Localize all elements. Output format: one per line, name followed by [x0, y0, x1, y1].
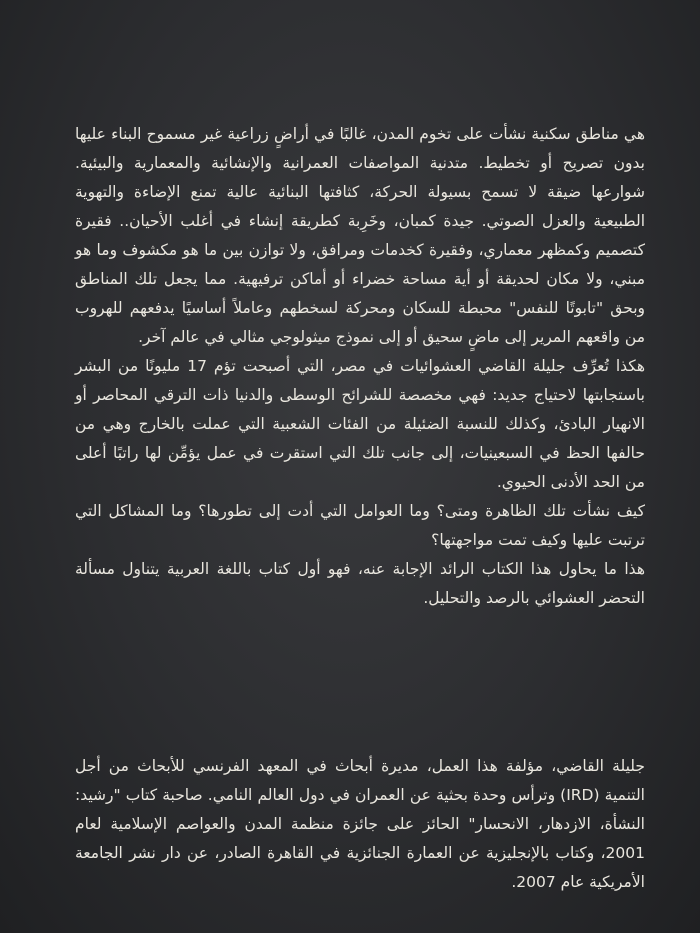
synopsis-paragraph-2: هكذا تُعرِّف جليلة القاضي العشوائيات في مصر، التي أصبحت تؤم 17 مليونًا من البشر باستجابتها لاحتياج جديد: فهي مخصصة للشرائح الوسطى والدنيا ذات الترقي المحاصر أو الانهيار البادئ، وكذلك للنسبة الضئيلة من الفئات الشعبية التي عملت بالخارج وهي من حالفها الحظ في السبعينيات، إلى جانب تلك التي استقرت في عمل يؤمِّن لها راتبًا أعلى من الحد الأدنى الحيوي.: [75, 357, 646, 491]
synopsis-text: [75, 120, 645, 613]
author-bio-paragraph: جليلة القاضي، مؤلفة هذا العمل، مديرة أبحاث في المعهد الفرنسي للأبحاث من أجل التنمية (IRD) وترأس وحدة بحثية عن العمران في دول العالم النامي. صاحبة كتاب "رشيد: النشأة، الازدهار، الانحسار" الحائز على جائزة منظمة المدن والعواصم الإسلامية لعام 2001، وكتاب بالإنجليزية عن العمارة الجنائزية في القاهرة الصادر، عن دار نشر الجامعة الأمريكية عام 2007.: [75, 757, 645, 891]
author-bio-text: [75, 752, 645, 897]
synopsis-paragraph-1: هي مناطق سكنية نشأت على تخوم المدن، غالبًا في أراضٍ زراعية غير مسموح البناء عليها بدون تصريح أو تخطيط. متدنية المواصفات العمرانية والإنشائية والمعمارية والبيئية. شوارعها ضيقة لا تسمح بسيولة الحركة، كثافتها البنائية عالية تمنع الإضاءة والتهوية الطبيعية والعزل الصوتي. جيدة كمبان، وخَرِبة كطريقة إنشاء في أغلب الأحيان.. فقيرة كتصميم وكمظهر معماري، وفقيرة كخدمات ومرافق، ولا توازن بين ما هو مكشوف وما هو مبني، ولا مكان لحديقة أو أية مساحة خضراء أو أماكن ترفيهية. مما يجعل تلك المناطق وبحق "تابوتًا للنفس" محبطة للسكان ومحركة لسخطهم وعاملاً أساسيًا يدفعهم للهروب من واقعهم المرير إلى ماضٍ سحيق أو إلى نموذج ميثولوجي مثالي في عالم آخر.: [75, 125, 645, 346]
synopsis-paragraph-4: هذا ما يحاول هذا الكتاب الرائد الإجابة عنه، فهو أول كتاب باللغة العربية يتناول مسألة التحضر العشوائي بالرصد والتحليل.: [75, 560, 645, 607]
synopsis-paragraph-3: كيف نشأت تلك الظاهرة ومتى؟ وما العوامل التي أدت إلى تطورها؟ وما المشاكل التي ترتبت عليها وكيف تمت مواجهتها؟: [75, 502, 645, 549]
